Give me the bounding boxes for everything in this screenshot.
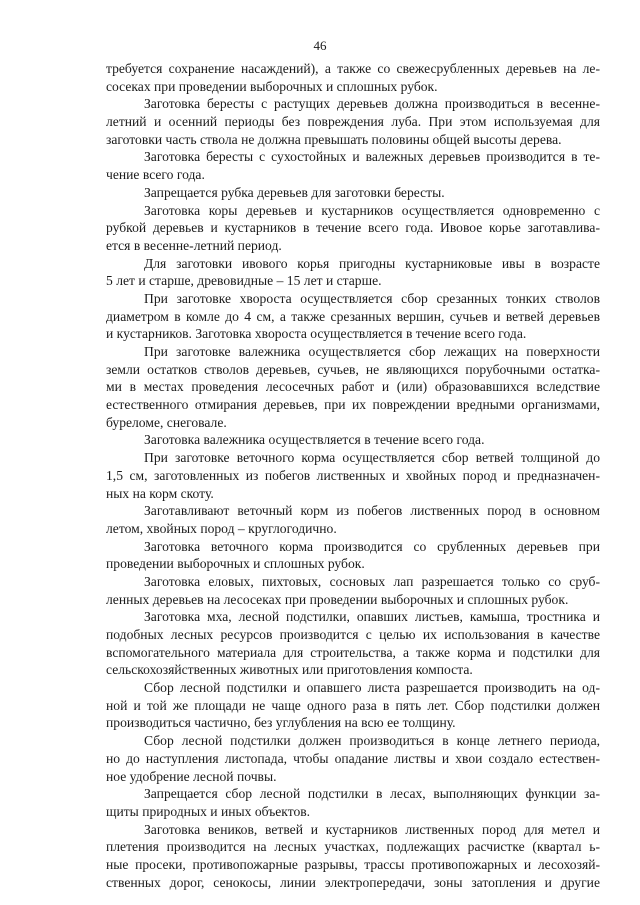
text-line: летний и осенний периоды без повреждения луба. При этом используемая для xyxy=(106,114,600,130)
text-line: ные просеки, противопожарные разрывы, трассы противопожарных и лесохозяй- xyxy=(106,856,600,872)
text-body xyxy=(106,60,600,891)
text-line: производиться частично, без углубления на всю ее толщину. xyxy=(106,715,456,731)
text-line: но до наступления листопада, чтобы опадание листвы и хвои создало естествен- xyxy=(106,750,600,766)
text-line: земли остатков стволов деревьев, сучьев, не являющихся порубочными остатка- xyxy=(106,361,600,377)
text-line: 5 лет и старше, древовидные – 15 лет и старше. xyxy=(106,273,382,289)
text-line: проведении выборочных и сплошных рубок. xyxy=(106,556,365,572)
text-line: ми в местах проведения лесосечных работ и (или) образовавшихся вследствие xyxy=(106,379,600,395)
text-line: Запрещается рубка деревьев для заготовки бересты. xyxy=(144,184,445,200)
text-line: Заготовка валежника осуществляется в течение всего года. xyxy=(144,432,485,448)
text-line: При заготовке хвороста осуществляется сбор срезанных тонких стволов xyxy=(144,290,600,306)
text-line: плетения производится на лесных участках, подлежащих расчистке (квартал ь- xyxy=(106,839,600,855)
text-line: Заготовка бересты с растущих деревьев должна производиться в весенне- xyxy=(144,96,600,112)
text-line: При заготовке веточного корма осуществляется сбор ветвей толщиной до xyxy=(144,450,600,466)
text-line: требуется сохранение насаждений), а также со свежесрубленных деревьев на ле- xyxy=(106,61,600,76)
text-line: ленных деревьев на лесосеках при проведении выборочных и сплошных рубок. xyxy=(106,591,569,607)
text-line: Заготавливают веточный корм из побегов лиственных пород в основном xyxy=(144,503,600,519)
text-line: вспомогательного материала для строительства, а также корма и подстилки для xyxy=(106,644,600,660)
text-line: Для заготовки ивового корья пригодны кустарниковые ивы в возрасте xyxy=(144,255,600,271)
text-line: ется в весенне-летний период. xyxy=(106,237,282,253)
text-line: диаметром в комле до 4 см, а также срезанных вершин, сучьев и ветвей деревьев xyxy=(106,308,600,324)
text-line: летом, хвойных пород – круглогодично. xyxy=(106,520,337,536)
text-line: рубкой деревьев и кустарников в течение всего года. Ивовое корье заготавлива- xyxy=(106,220,600,236)
text-line: 1,5 см, заготовленных из побегов лиственных и хвойных пород и предназначен- xyxy=(106,467,600,483)
text-line: ственных дорог, сенокосы, линии электропередачи, зоны затопления и другие xyxy=(106,874,600,890)
text-line: ной и той же площади не чаще одного раза в пять лет. Сбор подстилки должен xyxy=(106,697,600,713)
text-line: ное удобрение лесной почвы. xyxy=(106,768,277,784)
text-line: Запрещается сбор лесной подстилки в лесах, выполняющих функции за- xyxy=(144,786,600,802)
text-line: сельскохозяйственных животных или приготовления компоста. xyxy=(106,662,473,678)
text-line: Заготовка бересты с сухостойных и валежных деревьев производится в те- xyxy=(144,149,600,165)
text-line: буреломе, снеговале. xyxy=(106,414,227,430)
text-line: Заготовка веточного корма производится со срубленных деревьев при xyxy=(144,538,600,554)
text-line: сосеках при проведении выборочных и сплошных рубок. xyxy=(106,78,438,94)
text-line: заготовки часть ствола не должна превышать половины общей высоты дерева. xyxy=(106,131,562,147)
text-line: Сбор лесной подстилки должен производиться в конце летнего периода, xyxy=(144,733,600,749)
text-line: Заготовка коры деревьев и кустарников осуществляется одновременно с xyxy=(144,202,600,218)
text-line: естественного отмирания деревьев, при их повреждении вредными организмами, xyxy=(106,397,600,413)
text-line: и кустарников. Заготовка хвороста осуществляется в течение всего года. xyxy=(106,326,527,342)
text-line: При заготовке валежника осуществляется сбор лежащих на поверхности xyxy=(144,344,600,359)
text-line: Заготовка веников, ветвей и кустарников лиственных пород для метел и xyxy=(144,821,600,837)
text-line: ных на корм скоту. xyxy=(106,485,214,501)
text-line: Заготовка мха, лесной подстилки, опавших листьев, камыша, тростника и xyxy=(144,609,600,625)
text-line: подобных лесных ресурсов производится с целью их использования в качестве xyxy=(106,627,600,642)
text-line: чение всего года. xyxy=(106,167,205,183)
text-line: Сбор лесной подстилки и опавшего листа разрешается производить на од- xyxy=(144,680,600,696)
page-number: 46 xyxy=(313,38,327,53)
text-line: Заготовка еловых, пихтовых, сосновых лап разрешается только со сруб- xyxy=(144,573,600,589)
text-line: щиты природных и иных объектов. xyxy=(106,803,311,819)
